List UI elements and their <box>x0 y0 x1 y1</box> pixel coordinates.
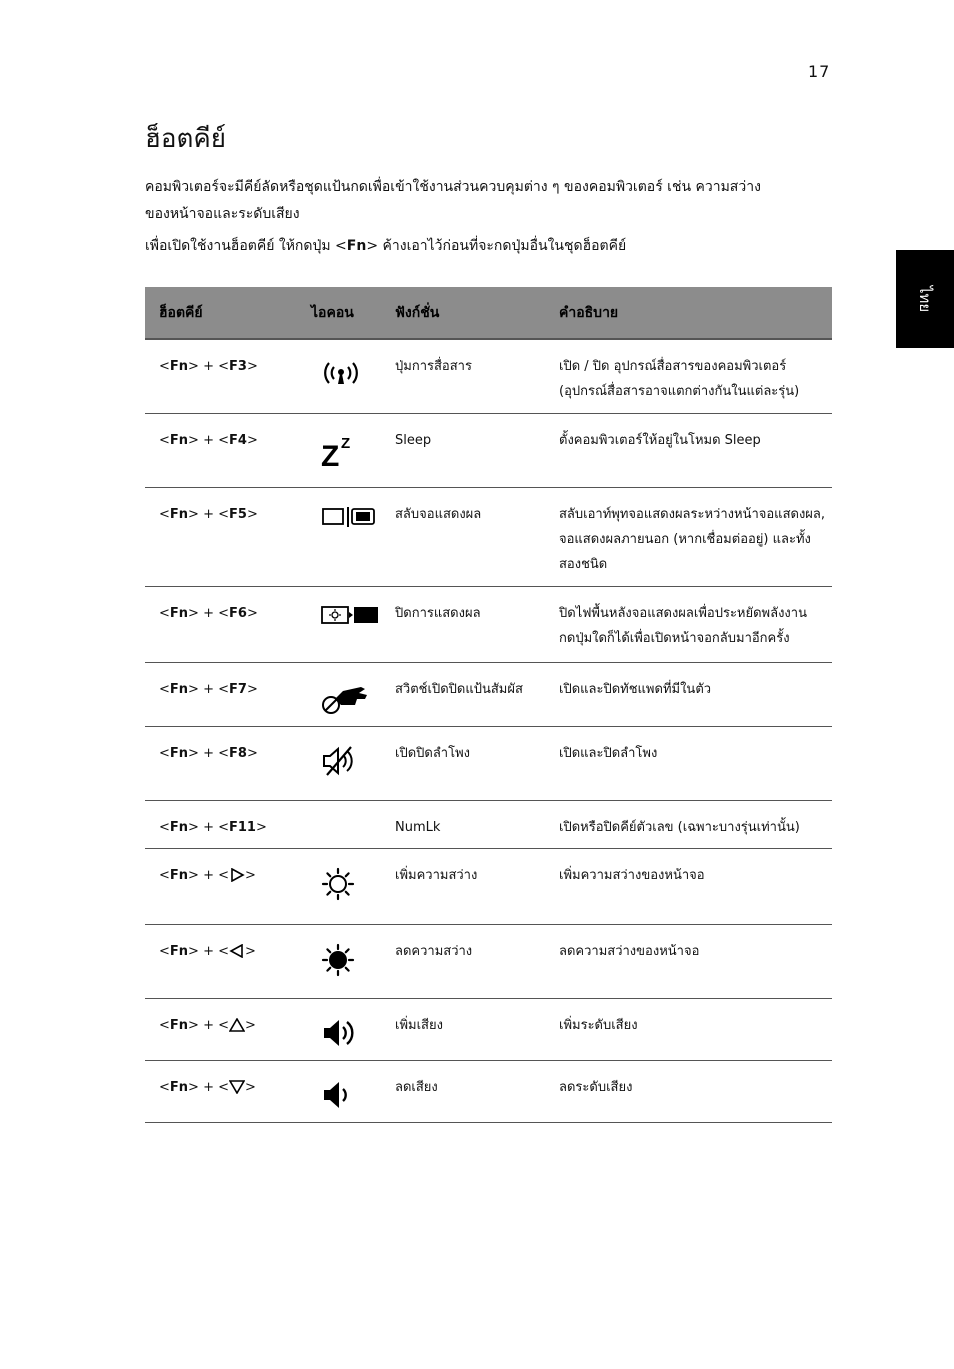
table-row <box>145 586 832 662</box>
hotkey-cell: <Fn> + < > <box>145 848 297 924</box>
language-tab-label: ไทย <box>915 285 934 313</box>
hotkey-cell: <Fn> + < > <box>145 924 297 998</box>
icon-cell <box>297 726 381 800</box>
language-tab <box>896 250 954 348</box>
header-hotkey: ฮ็อตคีย์ <box>145 287 297 339</box>
fn-key-label: Fn <box>169 359 189 374</box>
icon-cell <box>297 339 381 413</box>
hotkey-cell: <Fn> + <F5> <box>145 487 297 586</box>
function-cell: สวิตช์เปิดปิดแป้นสัมผัส <box>381 662 545 726</box>
hotkey-cell: <Fn> + <F7> <box>145 662 297 726</box>
volume-up-icon <box>311 1017 375 1049</box>
brightness-up-icon <box>311 867 375 901</box>
key-label: F5 <box>229 506 247 522</box>
table-header-row <box>145 287 832 339</box>
icon-cell <box>297 998 381 1060</box>
wireless-icon <box>311 358 375 388</box>
hotkey-cell: <Fn> + <F3> <box>145 339 297 413</box>
key-separator: > + < <box>188 745 229 761</box>
table-row <box>145 487 832 586</box>
instruction-before: เพื่อเปิดใช้งานฮ็อตคีย์ ให้กดปุ่ม < <box>145 238 347 254</box>
hotkey-table <box>145 287 832 1123</box>
right-arrow-icon <box>229 868 245 883</box>
display-off-icon <box>311 605 375 625</box>
page-title: ฮ็อตคีย์ <box>145 124 226 154</box>
touchpad-toggle-icon <box>311 681 375 715</box>
fn-key-label: Fn <box>169 681 189 697</box>
function-cell: ปุ่มการสื่อสาร <box>381 339 545 413</box>
icon-cell <box>297 586 381 662</box>
hotkey-cell: <Fn> + <F6> <box>145 586 297 662</box>
table-row <box>145 662 832 726</box>
icon-cell <box>297 413 381 487</box>
icon-cell <box>297 800 381 848</box>
table-row <box>145 339 832 413</box>
fn-key-label: Fn <box>169 506 189 522</box>
fn-key-label: Fn <box>169 432 189 448</box>
description-cell: เปิดและปิดลำโพง <box>545 726 832 800</box>
key-label: F11 <box>229 819 256 835</box>
key-separator: > + < <box>188 506 229 522</box>
table-row <box>145 726 832 800</box>
description-cell: ลดความสว่างของหน้าจอ <box>545 924 832 998</box>
table-row <box>145 924 832 998</box>
description-cell: เปิดหรือปิดคีย์ตัวเลข (เฉพาะบางรุ่นเท่านั้น) <box>545 800 832 848</box>
key-separator: > + < <box>188 943 229 959</box>
key-separator: > + < <box>188 681 229 697</box>
key-label: F3 <box>229 359 247 374</box>
left-arrow-icon <box>229 944 245 959</box>
key-label: F4 <box>229 432 247 448</box>
icon-cell <box>297 924 381 998</box>
description-cell: สลับเอาท์พุทจอแสดงผลระหว่างหน้าจอแสดงผล, จอแสดงผลภายนอก (หากเชื่อมต่ออยู่) และทั้งสองชนิด <box>545 487 832 586</box>
icon-cell <box>297 848 381 924</box>
up-arrow-icon <box>229 1018 245 1033</box>
header-description: คำอธิบาย <box>545 287 832 339</box>
intro-paragraph: คอมพิวเตอร์จะมีคีย์ลัดหรือชุดแป้นกดเพื่อเข้าใช้งานส่วนควบคุมต่าง ๆ ของคอมพิวเตอร์ เช่น ความสว่างของหน้าจอและระดับเสียง <box>145 179 761 222</box>
function-cell: Sleep <box>381 413 545 487</box>
svg-text:Z: Z <box>321 439 340 468</box>
page-number: 17 <box>808 62 831 81</box>
svg-text:Z: Z <box>341 434 351 452</box>
description-cell: เพิ่มระดับเสียง <box>545 998 832 1060</box>
icon-cell <box>297 1060 381 1122</box>
sleep-icon <box>311 432 375 468</box>
hotkey-cell: <Fn> + < > <box>145 998 297 1060</box>
function-cell: ลดความสว่าง <box>381 924 545 998</box>
down-arrow-icon <box>229 1080 245 1095</box>
key-separator: > + < <box>188 432 229 448</box>
key-separator: > + < <box>188 819 229 835</box>
key-separator: > + < <box>188 605 229 621</box>
table-row <box>145 800 832 848</box>
function-cell: เพิ่มความสว่าง <box>381 848 545 924</box>
instruction-key: Fn <box>346 238 367 254</box>
table-row <box>145 1060 832 1122</box>
description-cell: ลดระดับเสียง <box>545 1060 832 1122</box>
fn-key-label: Fn <box>169 605 189 621</box>
function-cell: เพิ่มเสียง <box>381 998 545 1060</box>
hotkey-cell: <Fn> + <F8> <box>145 726 297 800</box>
speaker-mute-icon <box>311 745 375 777</box>
function-cell: ปิดการแสดงผล <box>381 586 545 662</box>
display-toggle-icon <box>311 506 375 528</box>
instruction-after: > ค้างเอาไว้ก่อนที่จะกดปุ่มอื่นในชุดฮ็อตคีย์ <box>366 238 627 254</box>
function-cell: NumLk <box>381 800 545 848</box>
header-icon: ไอคอน <box>297 287 381 339</box>
description-cell: เพิ่มความสว่างของหน้าจอ <box>545 848 832 924</box>
header-function: ฟังก์ชั่น <box>381 287 545 339</box>
fn-key-label: Fn <box>169 867 189 883</box>
table-row <box>145 848 832 924</box>
function-cell: สลับจอแสดงผล <box>381 487 545 586</box>
fn-key-label: Fn <box>169 819 189 835</box>
description-cell: เปิดและปิดทัชแพดที่มีในตัว <box>545 662 832 726</box>
key-label: F8 <box>229 745 247 761</box>
hotkey-cell: <Fn> + <F11> <box>145 800 297 848</box>
description-cell: เปิด / ปิด อุปกรณ์สื่อสารของคอมพิวเตอร์ (อุปกรณ์สื่อสารอาจแตกต่างกันในแต่ละรุ่น) <box>545 339 832 413</box>
icon-cell <box>297 487 381 586</box>
instruction-paragraph <box>145 235 835 257</box>
table-row <box>145 998 832 1060</box>
fn-key-label: Fn <box>169 745 189 761</box>
hotkey-cell: <Fn> + < > <box>145 1060 297 1122</box>
function-cell: ลดเสียง <box>381 1060 545 1122</box>
key-label: F6 <box>229 605 247 621</box>
function-cell: เปิดปิดลำโพง <box>381 726 545 800</box>
description-cell: ตั้งคอมพิวเตอร์ให้อยู่ในโหมด Sleep <box>545 413 832 487</box>
key-separator: > + < <box>188 1079 229 1095</box>
key-separator: > + < <box>188 867 229 883</box>
table-row <box>145 413 832 487</box>
key-separator: > + < <box>188 359 229 374</box>
icon-cell <box>297 662 381 726</box>
fn-key-label: Fn <box>169 943 189 959</box>
fn-key-label: Fn <box>169 1079 189 1095</box>
fn-key-label: Fn <box>169 1017 189 1033</box>
key-separator: > + < <box>188 1017 229 1033</box>
hotkey-cell: <Fn> + <F4> <box>145 413 297 487</box>
description-cell: ปิดไฟพื้นหลังจอแสดงผลเพื่อประหยัดพลังงาน กดปุ่มใดก็ได้เพื่อเปิดหน้าจอกลับมาอีกครั้ง <box>545 586 832 662</box>
brightness-down-icon <box>311 943 375 977</box>
volume-down-icon <box>311 1079 375 1111</box>
key-label: F7 <box>229 681 247 697</box>
